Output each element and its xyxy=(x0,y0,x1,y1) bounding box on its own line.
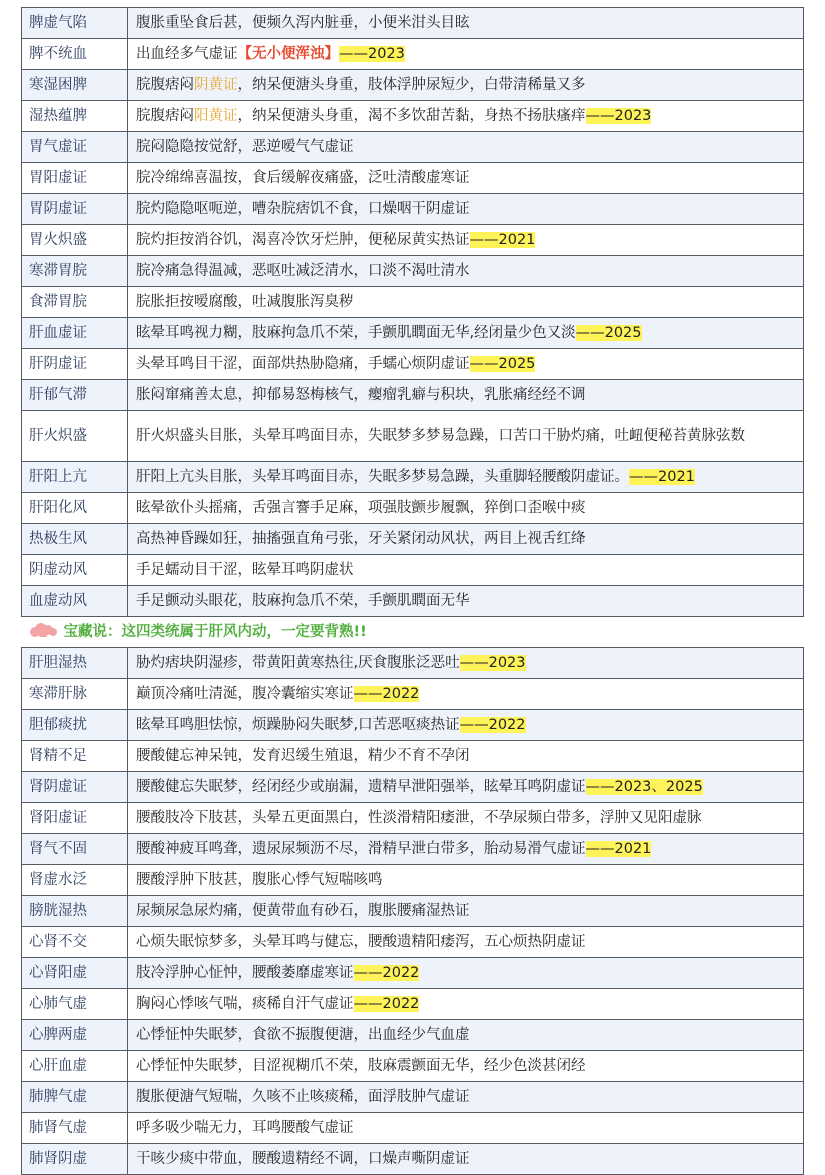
description-text: 脘闷隐隐按觉舒，恶逆嗳气气虚证 xyxy=(136,139,354,155)
table-row xyxy=(22,8,804,39)
description-text: 心悸怔忡失眠梦，目涩视糊爪不荣，肢麻震颤面无华，经少色淡甚闭经 xyxy=(136,1058,586,1074)
exam-year-highlight: ——2022 xyxy=(459,717,526,733)
description-text: 脘冷痛急得温减，恶呕吐减泛清水，口淡不渴吐清水 xyxy=(136,263,470,279)
note-row xyxy=(22,617,804,648)
exam-year-highlight: ——2025 xyxy=(469,356,536,372)
description-text: 胁灼痞块阴湿疹，带黄阳黄寒热往,厌食腹胀泛恶吐 xyxy=(136,655,460,671)
table-row xyxy=(22,741,804,772)
description-text: 脘冷绵绵喜温按，食后缓解夜痛盛，泛吐清酸虚寒证 xyxy=(136,170,470,186)
note-text: 宝藏说：这四类统属于肝风内动，一定要背熟!! xyxy=(63,624,367,640)
description-text-continued: ，纳呆便溏头身重，肢体浮肿尿短少，白带清稀量又多 xyxy=(237,77,586,93)
description-text: 眩晕耳鸣视力糊，肢麻拘急爪不荣，手颤肌瞤面无华,经闭量少色又淡 xyxy=(136,325,576,341)
syndrome-name-cell: 肾阴虚证 xyxy=(22,772,128,803)
syndrome-name-cell: 肾虚水泛 xyxy=(22,865,128,896)
table-row xyxy=(22,462,804,493)
table-row xyxy=(22,287,804,318)
description-text: 腰酸健忘神呆钝，发育迟缓生殖退，精少不育不孕闭 xyxy=(136,748,470,764)
table-row xyxy=(22,524,804,555)
syndrome-name-cell: 阴虚动风 xyxy=(22,555,128,586)
table-row xyxy=(22,39,804,70)
syndrome-name-cell: 肝阳化风 xyxy=(22,493,128,524)
syndrome-name-cell: 寒滞胃脘 xyxy=(22,256,128,287)
description-text: 眩晕欲仆头摇痛，舌强言謇手足麻，项强肢颤步履飘，猝倒口歪喉中痰 xyxy=(136,500,586,516)
exam-year-highlight: ——2023、2025 xyxy=(585,779,703,795)
syndrome-description-cell xyxy=(128,834,804,865)
table-row xyxy=(22,101,804,132)
syndrome-table xyxy=(21,7,804,1175)
syndrome-table-body xyxy=(22,8,804,1175)
cloud-icon xyxy=(28,623,58,637)
table-row xyxy=(22,1082,804,1113)
description-text: 腰酸神疲耳鸣聋，遗尿尿频沥不尽，滑精早泄白带多，胎动易滑气虚证 xyxy=(136,841,586,857)
exam-year-highlight: ——2025 xyxy=(575,325,642,341)
syndrome-description-cell xyxy=(128,1051,804,1082)
exam-year-highlight: ——2022 xyxy=(353,996,420,1012)
description-text: 手足蠕动目干涩，眩晕耳鸣阴虚状 xyxy=(136,562,354,578)
table-row xyxy=(22,380,804,411)
syndrome-name-cell: 心肝血虚 xyxy=(22,1051,128,1082)
syndrome-name-cell: 寒湿困脾 xyxy=(22,70,128,101)
note-cell xyxy=(22,617,804,648)
exam-year-highlight: ——2021 xyxy=(585,841,652,857)
description-text: 眩晕耳鸣胆怯惊，烦躁胁闷失眠梦,口苦恶呕痰热证 xyxy=(136,717,460,733)
description-text: 手足颤动头眼花，肢麻拘急爪不荣，手颤肌瞤面无华 xyxy=(136,593,470,609)
syndrome-name-cell: 心肾阳虚 xyxy=(22,958,128,989)
syndrome-name-cell: 食滞胃脘 xyxy=(22,287,128,318)
description-text: 出血经多气虚证 xyxy=(136,46,238,62)
table-row xyxy=(22,555,804,586)
syndrome-name-cell: 脾虚气陷 xyxy=(22,8,128,39)
syndrome-name-cell: 肾气不固 xyxy=(22,834,128,865)
table-row xyxy=(22,411,804,462)
table-row xyxy=(22,1144,804,1175)
syndrome-description-cell xyxy=(128,70,804,101)
description-text: 呼多吸少喘无力，耳鸣腰酸气虚证 xyxy=(136,1120,354,1136)
syndrome-description-cell xyxy=(128,132,804,163)
syndrome-name-cell: 膀胱湿热 xyxy=(22,896,128,927)
table-row xyxy=(22,349,804,380)
syndrome-name-cell: 肝火炽盛 xyxy=(22,411,128,462)
syndrome-description-cell xyxy=(128,555,804,586)
exam-year-highlight: ——2021 xyxy=(629,469,695,485)
syndrome-description-cell xyxy=(128,927,804,958)
description-text-continued: ，纳呆便溏头身重，渴不多饮甜苦黏，身热不扬肤瘙痒 xyxy=(237,108,586,124)
syndrome-description-cell xyxy=(128,411,804,462)
table-row xyxy=(22,586,804,617)
syndrome-description-cell xyxy=(128,318,804,349)
syndrome-name-cell: 肺脾气虚 xyxy=(22,1082,128,1113)
exam-year-highlight: ——2022 xyxy=(353,965,420,981)
syndrome-name-cell: 血虚动风 xyxy=(22,586,128,617)
table-row xyxy=(22,865,804,896)
syndrome-description-cell xyxy=(128,524,804,555)
table-row xyxy=(22,194,804,225)
description-text: 脘腹痞闷 xyxy=(136,77,194,93)
syndrome-name-cell: 胃阳虚证 xyxy=(22,163,128,194)
table-row xyxy=(22,132,804,163)
description-text: 腹胀便溏气短喘，久咳不止咳痰稀，面浮肢肿气虚证 xyxy=(136,1089,470,1105)
syndrome-description-cell xyxy=(128,287,804,318)
description-text: 腰酸肢冷下肢甚，头晕五更面黑白，性淡滑精阳痿泄，不孕尿频白带多，浮肿又见阳虚脉 xyxy=(136,810,702,826)
description-text: 巅顶冷痛吐清涎，腹冷囊缩实寒证 xyxy=(136,686,354,702)
description-text: 高热神昏躁如狂，抽搐强直角弓张，牙关紧闭动风状，两目上视舌红绛 xyxy=(136,531,586,547)
syndrome-name-cell: 热极生风 xyxy=(22,524,128,555)
table-row xyxy=(22,803,804,834)
exam-year-highlight: ——2023 xyxy=(339,46,405,62)
syndrome-description-cell xyxy=(128,803,804,834)
table-row xyxy=(22,225,804,256)
table-row xyxy=(22,896,804,927)
table-row xyxy=(22,679,804,710)
emphasis-text: 阳黄证 xyxy=(194,108,238,124)
description-text: 心烦失眠惊梦多，头晕耳鸣与健忘，腰酸遗精阳痿泻，五心烦热阴虚证 xyxy=(136,934,586,950)
syndrome-description-cell xyxy=(128,493,804,524)
description-text: 胀闷窜痛善太息，抑郁易怒梅核气，瘿瘤乳癖与积块，乳胀痛经经不调 xyxy=(136,387,586,403)
description-text: 肝阳上亢头目胀，头晕耳鸣面目赤，失眠多梦易急躁，头重脚轻腰酸阴虚证。 xyxy=(136,469,629,485)
table-row xyxy=(22,318,804,349)
syndrome-description-cell xyxy=(128,958,804,989)
syndrome-description-cell xyxy=(128,462,804,493)
syndrome-name-cell: 肺肾气虚 xyxy=(22,1113,128,1144)
syndrome-name-cell: 心脾两虚 xyxy=(22,1020,128,1051)
syndrome-description-cell xyxy=(128,194,804,225)
description-text: 脘灼隐隐呕呃逆，嘈杂脘痞饥不食，口燥咽干阴虚证 xyxy=(136,201,470,217)
table-row xyxy=(22,163,804,194)
syndrome-name-cell: 肝阴虚证 xyxy=(22,349,128,380)
description-text: 腰酸浮肿下肢甚，腹胀心悸气短喘咳鸣 xyxy=(136,872,383,888)
description-text: 脘灼拒按消谷饥，渴喜冷饮牙烂肿，便秘尿黄实热证 xyxy=(136,232,470,248)
description-text: 胸闷心悸咳气喘，痰稀自汗气虚证 xyxy=(136,996,354,1012)
table-row xyxy=(22,1020,804,1051)
table-row xyxy=(22,493,804,524)
exam-year-highlight: ——2021 xyxy=(469,232,536,248)
description-text: 脘胀拒按嗳腐酸，吐减腹胀泻臭秽 xyxy=(136,294,354,310)
exam-year-highlight: ——2023 xyxy=(585,108,652,124)
exam-year-highlight: ——2022 xyxy=(353,686,420,702)
table-row xyxy=(22,70,804,101)
syndrome-description-cell xyxy=(128,1082,804,1113)
syndrome-description-cell xyxy=(128,1144,804,1175)
syndrome-name-cell: 肺肾阴虚 xyxy=(22,1144,128,1175)
description-text: 干咳少痰中带血，腰酸遗精经不调，口燥声嘶阴虚证 xyxy=(136,1151,470,1167)
table-row xyxy=(22,958,804,989)
syndrome-name-cell: 肝血虚证 xyxy=(22,318,128,349)
syndrome-name-cell: 胃火炽盛 xyxy=(22,225,128,256)
syndrome-description-cell xyxy=(128,896,804,927)
table-row xyxy=(22,1051,804,1082)
syndrome-description-cell xyxy=(128,163,804,194)
syndrome-description-cell xyxy=(128,679,804,710)
syndrome-name-cell: 胃阴虚证 xyxy=(22,194,128,225)
table-row xyxy=(22,1113,804,1144)
syndrome-description-cell xyxy=(128,39,804,70)
syndrome-description-cell xyxy=(128,772,804,803)
syndrome-name-cell: 脾不统血 xyxy=(22,39,128,70)
syndrome-description-cell xyxy=(128,101,804,132)
syndrome-name-cell: 心肾不交 xyxy=(22,927,128,958)
syndrome-description-cell xyxy=(128,865,804,896)
table-row xyxy=(22,927,804,958)
syndrome-description-cell xyxy=(128,8,804,39)
syndrome-table-sheet xyxy=(21,7,803,1175)
syndrome-name-cell: 肝阳上亢 xyxy=(22,462,128,493)
syndrome-description-cell xyxy=(128,1020,804,1051)
syndrome-description-cell xyxy=(128,1113,804,1144)
syndrome-description-cell xyxy=(128,710,804,741)
syndrome-name-cell: 胃气虚证 xyxy=(22,132,128,163)
table-row xyxy=(22,834,804,865)
syndrome-description-cell xyxy=(128,989,804,1020)
syndrome-name-cell: 肝胆湿热 xyxy=(22,648,128,679)
syndrome-description-cell xyxy=(128,349,804,380)
description-text: 脘腹痞闷 xyxy=(136,108,194,124)
syndrome-description-cell xyxy=(128,586,804,617)
description-text: 尿频尿急尿灼痛，便黄带血有砂石，腹胀腰痛湿热证 xyxy=(136,903,470,919)
syndrome-description-cell xyxy=(128,225,804,256)
syndrome-name-cell: 寒滞肝脉 xyxy=(22,679,128,710)
syndrome-name-cell: 肾精不足 xyxy=(22,741,128,772)
description-text: 头晕耳鸣目干涩，面部烘热胁隐痛，手蠕心烦阴虚证 xyxy=(136,356,470,372)
table-row xyxy=(22,256,804,287)
syndrome-name-cell: 肾阳虚证 xyxy=(22,803,128,834)
table-row xyxy=(22,989,804,1020)
emphasis-text: 阴黄证 xyxy=(194,77,238,93)
emphasis-text: 【无小便浑浊】 xyxy=(237,46,339,62)
description-text: 肝火炽盛头目胀，头晕耳鸣面目赤，失眠梦多梦易急躁，口苦口干胁灼痛，吐衄便秘苔黄脉弦数 xyxy=(136,427,745,444)
table-row xyxy=(22,772,804,803)
description-text: 肢冷浮肿心怔忡，腰酸萎靡虚寒证 xyxy=(136,965,354,981)
syndrome-description-cell xyxy=(128,648,804,679)
syndrome-name-cell: 肝郁气滞 xyxy=(22,380,128,411)
exam-year-highlight: ——2023 xyxy=(459,655,526,671)
table-row xyxy=(22,648,804,679)
description-text: 腰酸健忘失眠梦，经闭经少或崩漏，遗精早泄阳强举，眩晕耳鸣阴虚证 xyxy=(136,779,586,795)
syndrome-description-cell xyxy=(128,741,804,772)
syndrome-description-cell xyxy=(128,380,804,411)
syndrome-name-cell: 心肺气虚 xyxy=(22,989,128,1020)
description-text: 心悸怔忡失眠梦，食欲不振腹便溏，出血经少气血虚 xyxy=(136,1027,470,1043)
syndrome-name-cell: 湿热蕴脾 xyxy=(22,101,128,132)
syndrome-description-cell xyxy=(128,256,804,287)
syndrome-name-cell: 胆郁痰扰 xyxy=(22,710,128,741)
description-text: 腹胀重坠食后甚，便频久泻内脏垂，小便米泔头目眩 xyxy=(136,15,470,31)
table-row xyxy=(22,710,804,741)
